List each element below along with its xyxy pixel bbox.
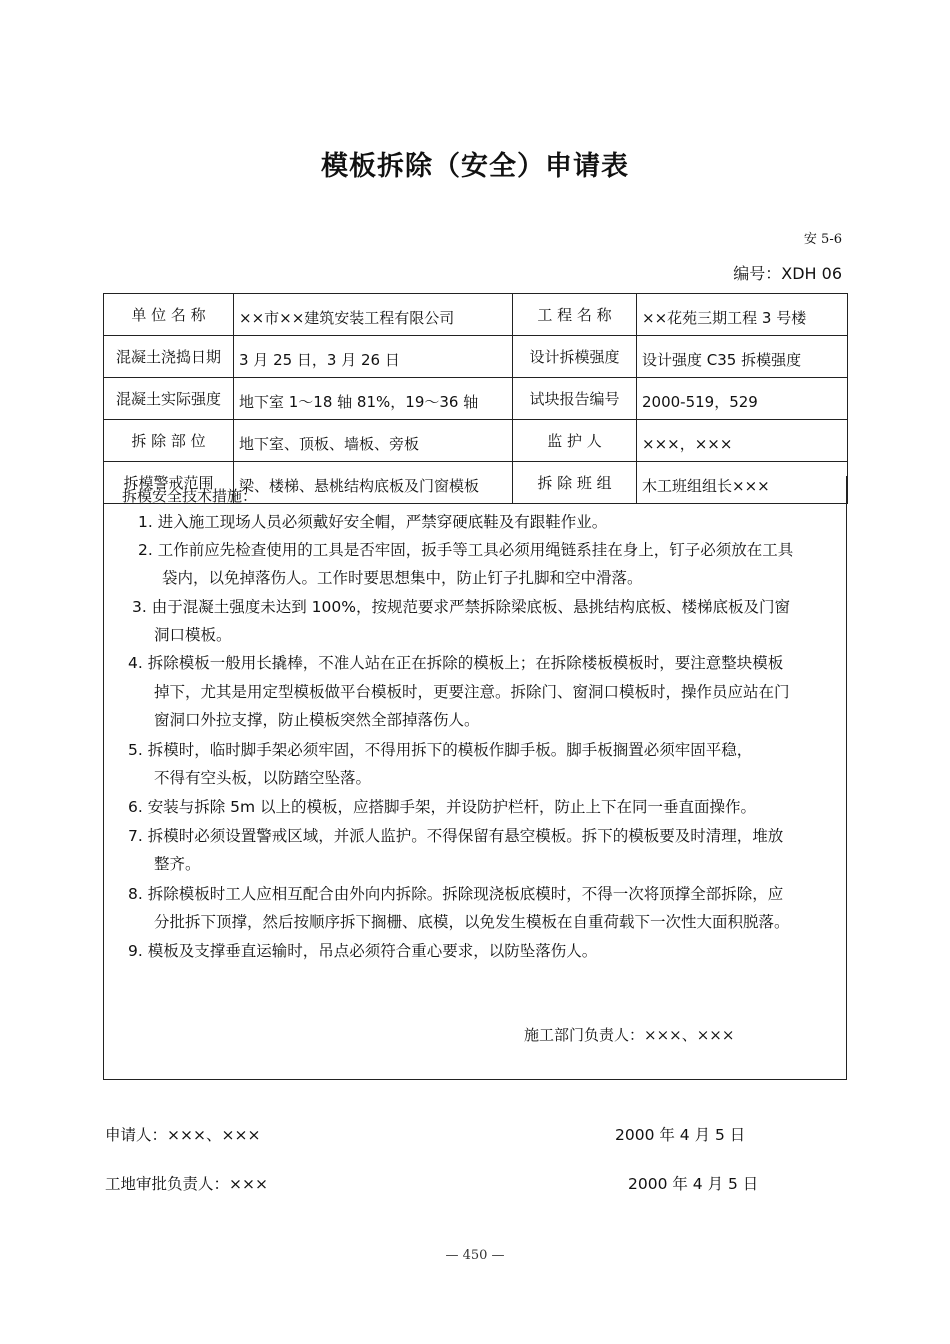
measure-line: 洞口模板。 xyxy=(154,626,232,644)
measure-line: 4. 拆除模板一般用长撬棒，不准人站在正在拆除的模板上；在拆除楼板模板时，要注意整块模板 xyxy=(128,654,784,672)
pour-date-label: 混凝土浇捣日期 xyxy=(104,336,234,378)
project-name-label: 工 程 名 称 xyxy=(513,294,637,336)
table-row xyxy=(104,420,848,462)
measure-line: 3. 由于混凝土强度未达到 100%，按规范要求严禁拆除梁底板、悬挑结构底板、楼梯底板及门窗 xyxy=(132,598,790,616)
design-strength-label: 设计拆模强度 xyxy=(513,336,637,378)
measure-line: 8. 拆除模板时工人应相互配合由外向内拆除。拆除现浇板底模时，不得一次将顶撑全部拆除，应 xyxy=(128,885,784,903)
info-table xyxy=(103,293,848,504)
table-row xyxy=(104,378,848,420)
dept-responsible-label: 施工部门负责人： xyxy=(524,1026,645,1044)
warning-range-value: 梁、楼梯、悬桃结构底板及门窗模板 xyxy=(234,462,513,504)
approver-date: 2000 年 4 月 5 日 xyxy=(628,1175,759,1193)
removal-team-value: 木工班组组长××× xyxy=(637,462,848,504)
project-name-value: ××花苑三期工程 3 号楼 xyxy=(637,294,848,336)
guardian-value: ×××，××× xyxy=(637,420,848,462)
unit-name-label: 单 位 名 称 xyxy=(104,294,234,336)
measure-line: 不得有空头板，以防踏空坠落。 xyxy=(154,769,372,787)
actual-strength-label: 混凝土实际强度 xyxy=(104,378,234,420)
measure-line: 整齐。 xyxy=(154,855,201,873)
measure-line: 9. 模板及支撑垂直运输时，吊点必须符合重心要求，以防坠落伤人。 xyxy=(128,942,598,960)
table-row xyxy=(104,336,848,378)
serial-number: 编号：XDH 06 xyxy=(733,264,842,283)
table-row xyxy=(104,294,848,336)
approver-value: ××× xyxy=(229,1175,268,1193)
removal-part-value: 地下室、顶板、墙板、旁板 xyxy=(234,420,513,462)
safety-measures-box xyxy=(103,476,847,1080)
measure-line: 1. 进入施工现场人员必须戴好安全帽，严禁穿硬底鞋及有跟鞋作业。 xyxy=(138,513,608,531)
test-report-label: 试块报告编号 xyxy=(513,378,637,420)
page-number: — 450 — xyxy=(445,1248,505,1263)
guardian-label: 监 护 人 xyxy=(513,420,637,462)
design-strength-value: 设计强度 C35 拆模强度 xyxy=(637,336,848,378)
measure-line: 7. 拆模时必须设置警戒区域，并派人监护。不得保留有悬空模板。拆下的模板要及时清理，堆放 xyxy=(128,827,784,845)
pour-date-value: 3 月 25 日，3 月 26 日 xyxy=(234,336,513,378)
test-report-value: 2000-519，529 xyxy=(637,378,848,420)
applicant-value: ×××、××× xyxy=(167,1126,261,1144)
measure-line: 窗洞口外拉支撑，防止模板突然全部掉落伤人。 xyxy=(154,711,480,729)
removal-part-label: 拆 除 部 位 xyxy=(104,420,234,462)
approver-label: 工地审批负责人： xyxy=(105,1175,230,1193)
measure-line: 掉下，尤其是用定型模板做平台模板时，更要注意。拆除门、窗洞口模板时，操作员应站在门 xyxy=(154,683,790,701)
dept-responsible-value: ×××、××× xyxy=(644,1026,735,1044)
measure-line: 6. 安装与拆除 5m 以上的模板，应搭脚手架，并设防护栏杆，防止上下在同一垂直面操作。 xyxy=(128,798,757,816)
measures-title: 拆模安全技术措施： xyxy=(122,487,258,505)
form-code: 安 5-6 xyxy=(803,232,842,247)
dept-responsible xyxy=(524,1024,734,1045)
measure-line: 5. 拆模时，临时脚手架必须牢固，不得用拆下的模板作脚手板。脚手板搁置必须牢固平稳， xyxy=(128,741,753,759)
actual-strength-value: 地下室 1～18 轴 81%，19～36 轴 xyxy=(234,378,513,420)
measure-line: 袋内，以免掉落伤人。工作时要思想集中，防止钉子扎脚和空中滑落。 xyxy=(162,569,643,587)
unit-name-value: ××市××建筑安装工程有限公司 xyxy=(234,294,513,336)
approver xyxy=(105,1172,268,1194)
page-title: 模板拆除（安全）申请表 xyxy=(321,151,629,182)
applicant-label: 申请人： xyxy=(105,1126,168,1144)
removal-team-label: 拆 除 班 组 xyxy=(513,462,637,504)
applicant-date: 2000 年 4 月 5 日 xyxy=(615,1126,746,1144)
warning-range-label: 拆模警戒范围 xyxy=(104,462,234,504)
measure-line: 2. 工作前应先检查使用的工具是否牢固，扳手等工具必须用绳链系挂在身上，钉子必须放在工具 xyxy=(138,541,794,559)
applicant xyxy=(105,1123,260,1145)
measure-line: 分批拆下顶撑，然后按顺序拆下搁栅、底模，以免发生模板在自重荷载下一次性大面积脱落。 xyxy=(154,913,790,931)
